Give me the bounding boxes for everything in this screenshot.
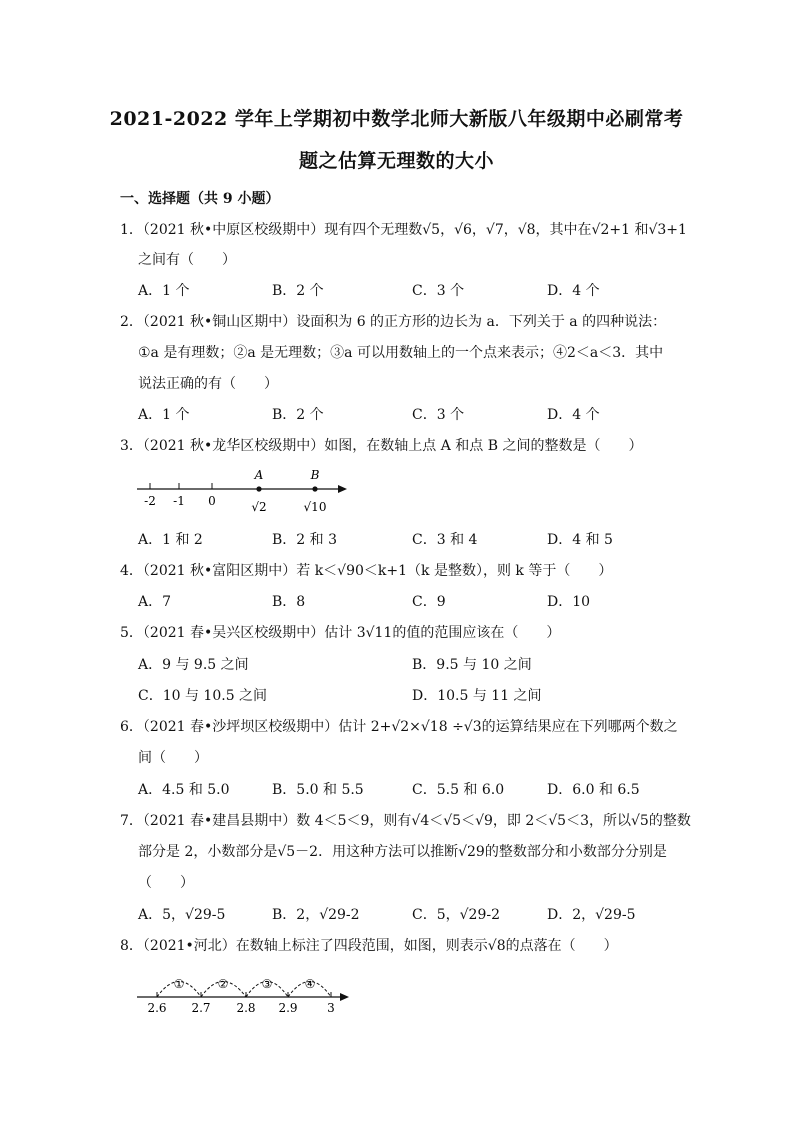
q8-number-line — [135, 964, 357, 1020]
q3-option-b: B．2 和 3 — [272, 532, 338, 548]
q4-option-d: D．10 — [547, 594, 591, 610]
q4-line1: 4．（2021 秋•富阳区期中）若 k＜√90＜k+1（k 是整数），则 k 等于（ ） — [120, 563, 613, 579]
q8-tick-label: 2.9 — [278, 1001, 298, 1015]
q1-option-d: D．4 个 — [547, 283, 600, 299]
q4-option-c: C．9 — [412, 594, 446, 610]
q7-option-b: B．2，√29-2 — [272, 907, 360, 923]
q1-line1: 1．（2021 秋•中原区校级期中）现有四个无理数√5，√6，√7，√8，其中在√2+1 和√3+1 — [120, 222, 687, 238]
q3-line1: 3．（2021 秋•龙华区校级期中）如图，在数轴上点 A 和点 B 之间的整数是（ ） — [120, 438, 643, 454]
q2-line1: 2．（2021 秋•铜山区期中）设面积为 6 的正方形的边长为 a．下列关于 a 的四种说法： — [120, 314, 667, 330]
q8-segment-label: ② — [217, 977, 229, 991]
q7-line3: （ ） — [138, 875, 194, 891]
q2-option-a: A．1 个 — [138, 407, 190, 423]
q3-option-a: A．1 和 2 — [138, 532, 203, 548]
q7-line2: 部分是 2，小数部分是√5－2．用这种方法可以推断√29的整数部分和小数部分分别是 — [138, 844, 667, 860]
q8-tick-label: 2.8 — [236, 1001, 256, 1015]
q3-tick-label: 0 — [208, 494, 216, 508]
q5-option-a: A．9 与 9.5 之间 — [138, 657, 249, 673]
q8-line1: 8．（2021•河北）在数轴上标注了四段范围，如图，则表示√8的点落在（ ） — [120, 938, 618, 954]
document-title-line2: 题之估算无理数的大小 — [298, 150, 494, 172]
q1-option-c: C．3 个 — [412, 283, 465, 299]
q3-point-a-value: √2 — [251, 500, 267, 514]
q2-line3: 说法正确的有（ ） — [138, 376, 278, 392]
q6-line2: 间（ ） — [138, 750, 208, 766]
q5-line1: 5．（2021 春•吴兴区校级期中）估计 3√11的值的范围应该在（ ） — [120, 625, 561, 641]
q7-line1: 7．（2021 春•建昌县期中）数 4＜5＜9，则有√4＜√5＜√9，即 2＜√5＜3，所以√5的整数 — [120, 813, 691, 829]
q3-point-a-label: A — [254, 468, 264, 482]
q3-point-a — [256, 486, 261, 491]
q8-segment-label: ④ — [304, 977, 316, 991]
q2-line2: ①a 是有理数；②a 是无理数；③a 可以用数轴上的一个点来表示；④2＜a＜3．其中 — [138, 345, 664, 361]
q8-segment-label: ③ — [261, 977, 273, 991]
q3-tick-label: -1 — [173, 494, 185, 508]
q5-option-c: C．10 与 10.5 之间 — [138, 688, 268, 704]
q2-option-c: C．3 个 — [412, 407, 465, 423]
q8-tick-label: 2.7 — [191, 1001, 211, 1015]
q3-point-b-label: B — [310, 468, 320, 482]
q5-option-b: B．9.5 与 10 之间 — [412, 657, 532, 673]
q4-option-a: A．7 — [138, 594, 172, 610]
q1-option-b: B．2 个 — [272, 283, 324, 299]
q1-option-a: A．1 个 — [138, 283, 190, 299]
q5-option-d: D．10.5 与 11 之间 — [412, 688, 542, 704]
q3-point-b — [312, 486, 317, 491]
q4-option-b: B．8 — [272, 594, 306, 610]
q6-option-a: A．4.5 和 5.0 — [138, 782, 230, 798]
q8-segment-label: ① — [173, 977, 185, 991]
q7-option-c: C．5，√29-2 — [412, 907, 500, 923]
q2-option-b: B．2 个 — [272, 407, 324, 423]
q3-option-d: D．4 和 5 — [547, 532, 613, 548]
q6-line1: 6．（2021 春•沙坪坝区校级期中）估计 2+√2×√18 ÷√3的运算结果应在下列哪两个数之 — [120, 719, 678, 735]
q3-number-line — [135, 465, 355, 521]
q2-option-d: D．4 个 — [547, 407, 600, 423]
q3-point-b-value: √10 — [303, 500, 327, 514]
q8-tick-label: 3 — [327, 1001, 335, 1015]
q6-option-d: D．6.0 和 6.5 — [547, 782, 640, 798]
q8-tick-label: 2.6 — [147, 1001, 167, 1015]
q7-option-d: D．2，√29-5 — [547, 907, 636, 923]
q6-option-c: C．5.5 和 6.0 — [412, 782, 505, 798]
document-title-line1: 2021-2022 学年上学期初中数学北师大新版八年级期中必刷常考 — [109, 108, 684, 130]
q1-line2: 之间有（ ） — [138, 252, 236, 268]
q6-option-b: B．5.0 和 5.5 — [272, 782, 364, 798]
section-heading: 一、选择题（共 9 小题） — [120, 191, 280, 207]
q3-option-c: C．3 和 4 — [412, 532, 478, 548]
q3-tick-label: -2 — [144, 494, 156, 508]
q7-option-a: A．5，√29-5 — [138, 907, 226, 923]
